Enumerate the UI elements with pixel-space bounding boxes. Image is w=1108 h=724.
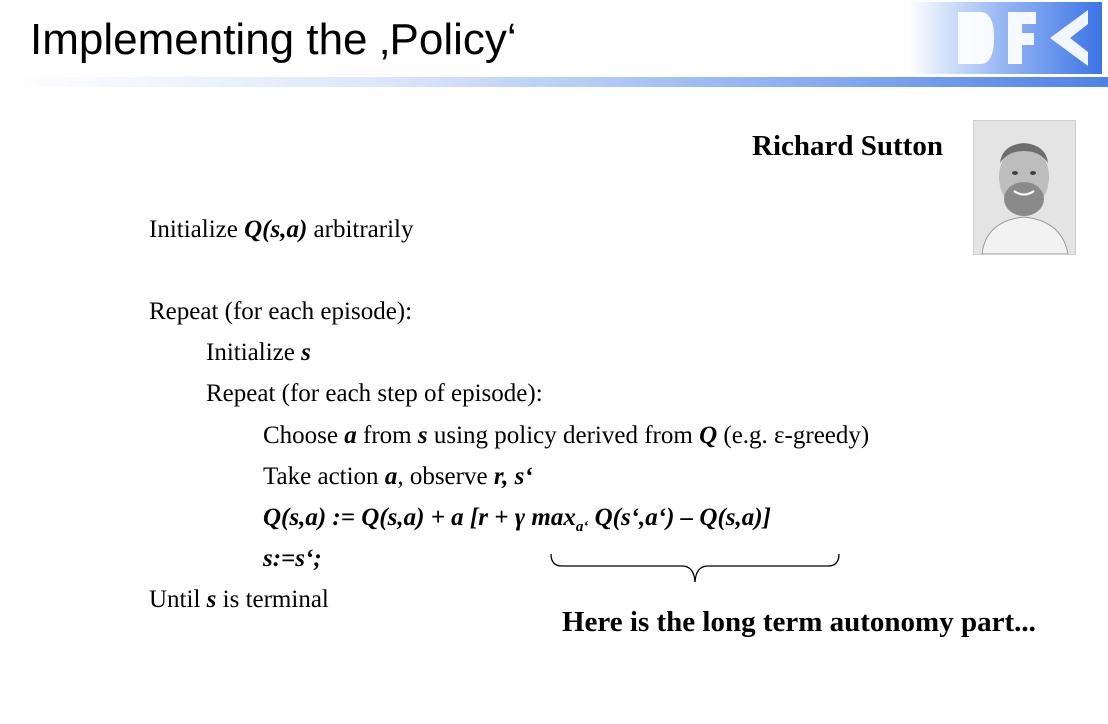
text: Initialize (206, 339, 302, 366)
algo-line-init-s (206, 337, 311, 369)
q-term: Q(s,a) (244, 216, 308, 243)
text: arbitrarily (307, 216, 414, 243)
dfki-logo (908, 2, 1102, 74)
text: , observe (397, 463, 494, 490)
a-term: a (384, 463, 398, 490)
update-subscript: a‘ (575, 519, 589, 535)
text: is terminal (216, 586, 329, 613)
algo-line-repeat-episode: Repeat (for each episode): (149, 298, 413, 325)
slide-title: Implementing the ‚Policy‘ (30, 15, 517, 64)
portrait-photo (973, 120, 1076, 255)
author-name: Richard Sutton (752, 130, 943, 162)
a-term: a (344, 422, 357, 449)
text: from (356, 422, 418, 449)
algo-line-take-action (263, 461, 533, 493)
text: (e.g. ε-greedy) (717, 422, 870, 449)
algo-line-init-q (149, 214, 413, 246)
assign-term: s:=s‘; (263, 545, 322, 572)
algo-line-choose (263, 420, 869, 452)
s-term: s (206, 586, 217, 613)
update-formula-rest: Q(s‘,a‘) – Q(s,a)] (588, 504, 771, 531)
update-formula: Q(s,a) := Q(s,a) + a [r + γ max (263, 504, 576, 531)
title-underline-bar (0, 77, 1108, 87)
text: Until (149, 586, 207, 613)
callout-text: Here is the long term autonomy part... (562, 606, 1036, 638)
text: Take action (263, 463, 385, 490)
algo-line-q-update (263, 502, 771, 543)
text: Choose (263, 422, 345, 449)
algo-line-repeat-step: Repeat (for each step of episode): (206, 380, 543, 407)
algo-line-until (149, 584, 329, 616)
q-term: Q (699, 422, 718, 449)
curly-brace-icon (550, 552, 840, 586)
text: using policy derived from (427, 422, 700, 449)
s-term: s (417, 422, 428, 449)
rs-term: r, s‘ (493, 463, 533, 490)
s-term: s (301, 339, 311, 366)
text: Initialize (149, 216, 245, 243)
algo-line-assign (263, 543, 322, 575)
